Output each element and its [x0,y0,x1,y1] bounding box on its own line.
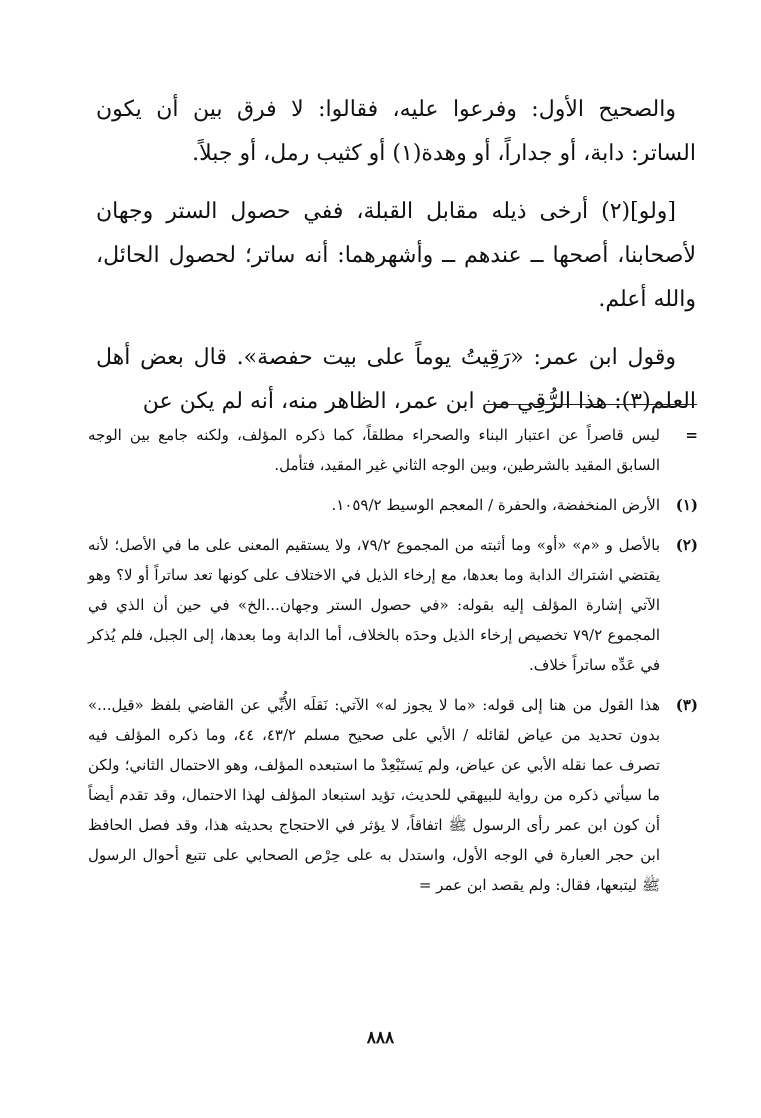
footnote-2 [88,530,698,680]
footnote-marker: = [685,426,698,444]
footnote-text: الأرض المنخفضة، والحفرة / المعجم الوسيط ١٠٥٩/٢. [331,496,660,514]
footnote-continuation [88,420,698,480]
footnote-marker: (١) [675,496,698,514]
footnote-marker: (٣) [675,696,698,714]
footnotes [88,420,698,910]
footnote-1 [88,490,698,520]
main-text [96,88,696,438]
footnote-text: هذا القول من هنا إلى قوله: «ما لا يجوز له» الآتي: نَقلَه الأُبِّي عن القاضي بلفظ «قيل...» بدون تحديد من عياض لقائله / الأبي على صحيح مسلم ٤٣/٢، ٤٤، وما ذكره المؤلف فيه تصرف عما نقله الأبي عن عياض، ولم يَستَبْعِدْ ما استبعده المؤلف، وهو الاحتمال الثاني؛ ولكن ما سيأتي ذكره من رواية للبيهقي للحديث، تؤيد استبعاد المؤلف لهذا الاحتمال، وقد تقدم أيضاً أن كون ابن عمر رأى الرسول ﷺ اتفاقاً، لا يؤثر في الاحتجاج بحديثه هذا، وقد فصل الحافظ ابن حجر العبارة في الوجه الأول، واستدل به على حِرْص الصحابي على تتبع أحوال الرسول ﷺ ليتبعها، فقال: ولم يقصد ابن عمر = [88,696,660,894]
paragraph-3: وقول ابن عمر: «رَقِيتُ يوماً على بيت حفصة». قال بعض أهل العلم(٣): هذا الرُّقِي من ابن عمر، الظاهر منه، أنه لم يكن عن [96,345,696,414]
page-number: ٨٨٨ [366,1028,395,1048]
paragraph-1: والصحيح الأول: وفرعوا عليه، فقالوا: لا فرق بين أن يكون الساتر: دابة، أو جداراً، أو وهدة(١) أو كثيب رمل، أو جبلاً. [96,97,696,166]
footnote-text: ليس قاصراً عن اعتبار البناء والصحراء مطلقاً، كما ذكره المؤلف، ولكنه جامع بين الوجه السابق المقيد بالشرطين، وبين الوجه الثاني غير المقيد، فتأمل. [88,426,660,474]
footnote-marker: (٢) [675,536,698,554]
footnote-3 [88,690,698,900]
footnote-separator [485,404,697,405]
paragraph-2: [ولو](٢) أرخى ذيله مقابل القبلة، ففي حصول الستر وجهان لأصحابنا، أصحها ــ عندهم ــ وأشهرهما: أنه ساتر؛ لحصول الحائل، والله أعلم. [96,199,696,312]
footnote-text: بالأصل و «م» «أو» وما أثبته من المجموع ٧٩/٢، ولا يستقيم المعنى على ما في الأصل؛ لأنه يقتضي اشتراك الدابة وما بعدها، مع إرخاء الذيل في الاختلاف على كونها تعد ساتراً أو لا؟ وهو الآتي إشارة المؤلف إليه بقوله: «في حصول الستر وجهان...الخ» في حين أن الذي في المجموع ٧٩/٢ تخصيص إرخاء الذيل وحدَه بالخلاف، أما الدابة وما بعدها، إلى الجبل، فلم يُذكر في عَدِّه ساتراً خلاف. [88,536,660,674]
